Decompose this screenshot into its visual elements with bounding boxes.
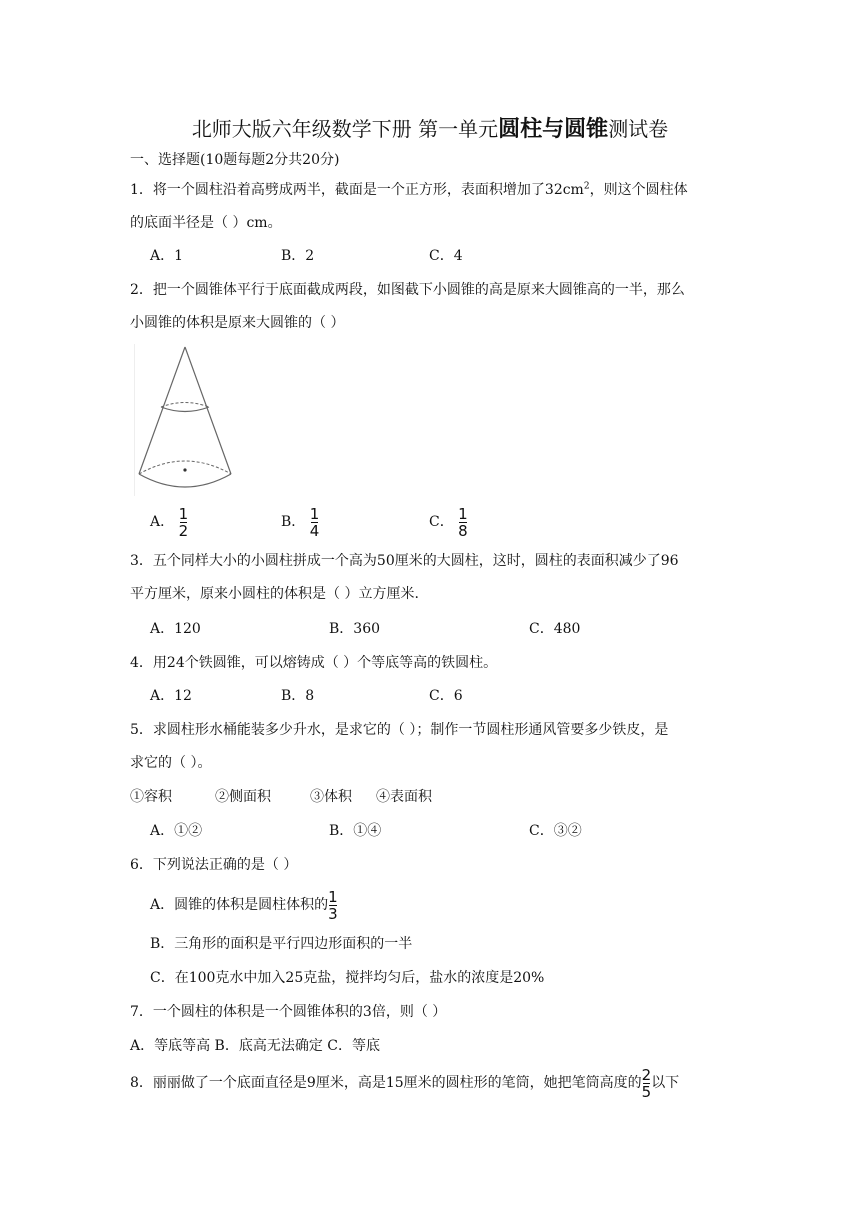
q5-line2: 求它的（ ）。 — [130, 755, 212, 771]
q4-line1: 4．用24个铁圆锥，可以熔铸成（ ）个等底等高的铁圆柱。 — [130, 655, 498, 671]
q4-option-c[interactable]: C．6 — [429, 688, 463, 704]
q3-option-c[interactable]: C．480 — [529, 621, 581, 637]
q5-option-c[interactable]: C．③② — [529, 823, 582, 839]
q1-option-b[interactable]: B．2 — [281, 248, 315, 264]
q3-option-a[interactable]: A．120 — [150, 621, 201, 637]
q3-option-b[interactable]: B．360 — [329, 621, 381, 637]
q2-option-b[interactable]: B． $\frac{1}{4}$ — [281, 504, 320, 540]
q6-line1: 6．下列说法正确的是（ ） — [130, 857, 298, 873]
q2-frac-a: $\frac{1}{2}$ — [178, 504, 189, 540]
q6-option-c[interactable]: C．在100克水中加入25克盐，搅拌均匀后，盐水的浓度是20% — [150, 970, 545, 986]
q5-option-a[interactable]: A．①② — [150, 823, 203, 839]
title-bold: 圆柱与圆锥 — [498, 117, 609, 142]
title-suffix: 测试卷 — [608, 117, 669, 141]
q5-choice-1: ①容积 — [130, 789, 172, 805]
q1-option-c[interactable]: C．4 — [429, 248, 463, 264]
section-heading: 一、选择题(10题每题2分共20分) — [130, 152, 340, 168]
title-prefix: 北师大版六年级数学下册 第一单元 — [191, 117, 499, 141]
q3-line2: 平方厘米，原来小圆柱的体积是（ ）立方厘米. — [130, 586, 419, 602]
q2-line2: 小圆锥的体积是原来大圆锥的（ ） — [130, 315, 345, 331]
q2-frac-b: $\frac{1}{4}$ — [309, 504, 320, 540]
q1-line2: 的底面半径是（ ）cm。 — [130, 215, 282, 231]
q8-line1: 8．丽丽做了一个底面直径是9厘米，高是15厘米的圆柱形的笔筒，她把笔筒高度的 $\frac{2}{5}$ 以下 — [130, 1065, 680, 1101]
q8-frac: $\frac{2}{5}$ — [641, 1065, 652, 1101]
q3-line1: 3．五个同样大小的小圆柱拼成一个高为50厘米的大圆柱，这时，圆柱的表面积减少了96 — [130, 553, 679, 569]
q1-line1 — [130, 180, 688, 200]
q4-option-b[interactable]: B．8 — [281, 688, 315, 704]
page-title — [0, 115, 860, 144]
cone-figure — [134, 344, 236, 496]
q6-option-b[interactable]: B．三角形的面积是平行四边形面积的一半 — [150, 936, 413, 952]
q1-text-end: ，则这个圆柱体 — [589, 182, 688, 198]
q7-options[interactable]: A．等底等高 B．底高无法确定 C．等底 — [130, 1038, 381, 1054]
q2-option-a[interactable]: A． $\frac{1}{2}$ — [150, 504, 189, 540]
q4-option-a[interactable]: A．12 — [150, 688, 192, 704]
q1-sup: 2 — [583, 181, 590, 192]
q2-line1: 2．把一个圆锥体平行于底面截成两段，如图截下小圆锥的高是原来大圆锥高的一半，那么 — [130, 282, 685, 298]
q5-choice-3: ③体积 — [310, 789, 352, 805]
q2-option-c[interactable]: C． $\frac{1}{8}$ — [429, 504, 468, 540]
q6-frac: $\frac{1}{3}$ — [328, 887, 338, 923]
q5-option-b[interactable]: B．①④ — [329, 823, 382, 839]
q7-line1: 7．一个圆柱的体积是一个圆锥体积的3倍，则（ ） — [130, 1004, 447, 1020]
q1-text: 1．将一个圆柱沿着高劈成两半，截面是一个正方形，表面积增加了32cm — [130, 182, 584, 198]
q1-option-a[interactable]: A．1 — [150, 248, 184, 264]
q6-option-a[interactable]: A．圆锥的体积是圆柱体积的 $\frac{1}{3}$ — [150, 887, 338, 923]
q5-choice-4: ④表面积 — [376, 789, 432, 805]
q5-line1: 5．求圆柱形水桶能装多少升水，是求它的（ ）；制作一节圆柱形通风管要多少铁皮，是 — [130, 722, 669, 738]
q5-choice-2: ②侧面积 — [215, 789, 271, 805]
q2-frac-c: $\frac{1}{8}$ — [458, 504, 468, 540]
